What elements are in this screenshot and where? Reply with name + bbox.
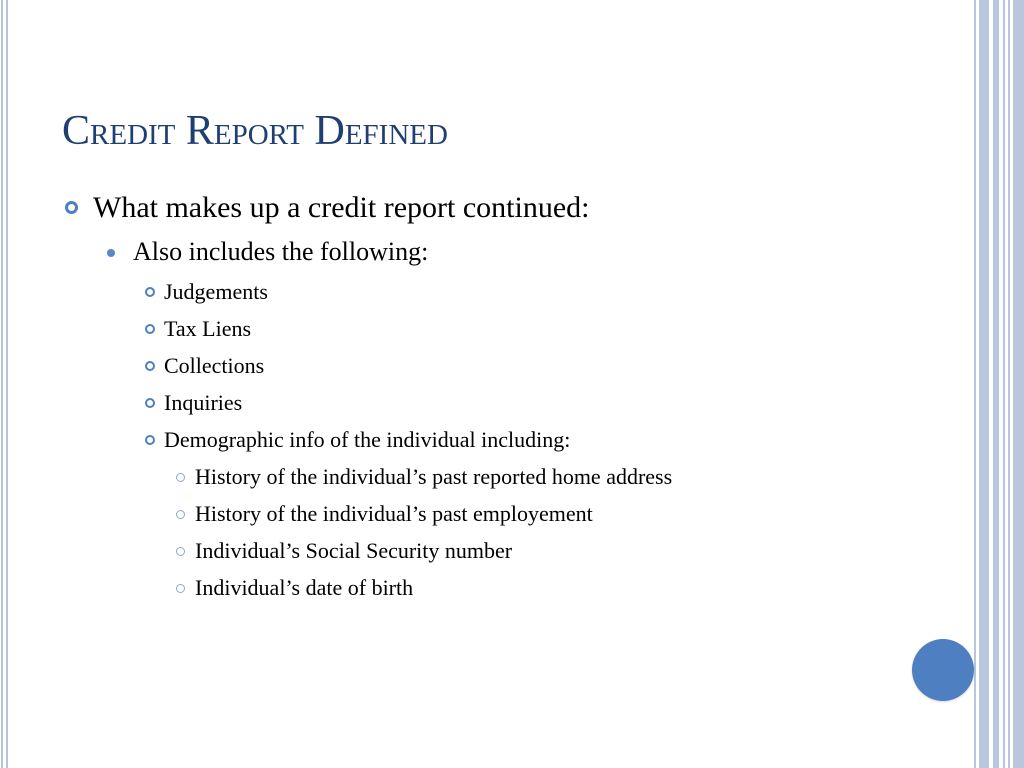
list-item-text: Inquiries xyxy=(164,390,243,415)
list-item-text: Judgements xyxy=(164,279,268,304)
list-item xyxy=(164,388,242,418)
sub-list-item xyxy=(195,462,672,492)
ring-bullet-icon xyxy=(176,547,185,556)
ring-bullet-icon xyxy=(145,287,155,297)
list-item xyxy=(164,425,570,455)
list-item-text: Collections xyxy=(164,353,265,378)
sub-list-item-text: History of the individual’s past reported home address xyxy=(195,464,673,489)
list-item xyxy=(164,314,251,344)
bullet-text: Also includes the following: xyxy=(133,237,429,266)
ring-bullet-icon xyxy=(145,324,155,334)
sub-list-item-text: Individual’s Social Security number xyxy=(195,538,513,563)
list-item xyxy=(164,277,268,307)
list-item-text: Demographic info of the individual including: xyxy=(164,427,571,452)
sub-list-item xyxy=(195,536,512,566)
sub-list-item xyxy=(195,573,413,603)
bullet-text: What makes up a credit report continued: xyxy=(93,191,590,224)
left-border-decoration xyxy=(0,0,10,768)
list-item xyxy=(164,351,264,381)
ring-bullet-icon xyxy=(145,398,155,408)
ring-bullet-icon xyxy=(145,361,155,371)
ring-bullet-icon xyxy=(176,510,185,519)
ring-bullet-icon xyxy=(176,473,185,482)
ring-bullet-icon xyxy=(176,584,185,593)
ring-bullet-icon xyxy=(145,435,155,445)
sub-list-item-text: Individual’s date of birth xyxy=(195,575,414,600)
dot-bullet-icon xyxy=(107,249,115,257)
sub-list-item xyxy=(195,499,593,529)
decorative-circle xyxy=(912,639,974,701)
right-border-stripes xyxy=(974,0,1024,768)
bullet-level2 xyxy=(133,235,428,269)
sub-list-item-text: History of the individual’s past employement xyxy=(195,501,593,526)
bullet-level1 xyxy=(93,188,589,228)
ring-bullet-icon xyxy=(65,201,78,214)
list-item-text: Tax Liens xyxy=(164,316,252,341)
slide-title: Credit Report Defined xyxy=(62,108,448,154)
